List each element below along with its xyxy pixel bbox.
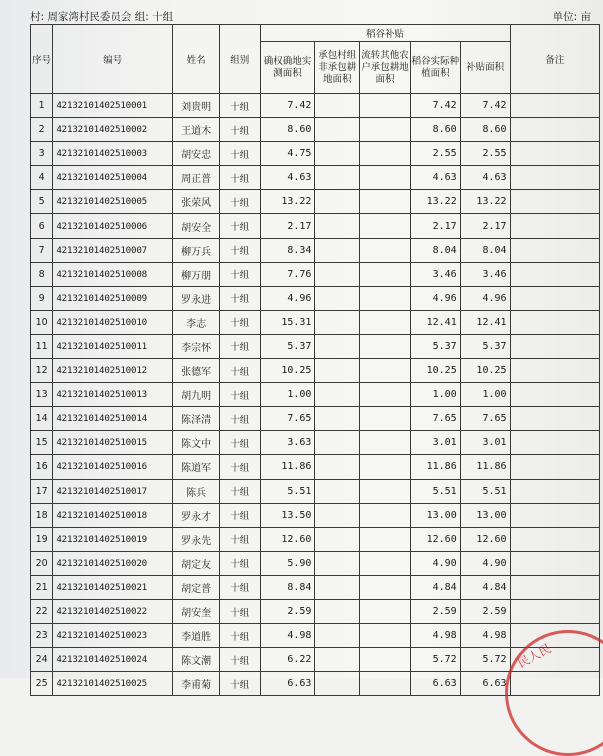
cell-subsidy-area: 3.01: [460, 431, 510, 455]
cell-subsidy-area: 6.63: [460, 672, 510, 696]
cell-seq: 2: [31, 118, 53, 142]
cell-transfer-area: [360, 238, 411, 262]
cell-group: 十组: [219, 624, 260, 648]
table-row: [31, 118, 600, 142]
table-row: [31, 166, 600, 190]
cell-contract-area: [315, 407, 360, 431]
seal-text: 民人民: [515, 641, 554, 671]
cell-remarks: [510, 334, 599, 358]
cell-seq: 18: [31, 503, 53, 527]
cell-group: 十组: [219, 334, 260, 358]
cell-actual-area: 3.01: [410, 431, 460, 455]
cell-group: 十组: [219, 286, 260, 310]
cell-seq: 23: [31, 624, 53, 648]
cell-name: 胡九明: [173, 383, 220, 407]
cell-remarks: [510, 599, 599, 623]
cell-confirmed-area: 15.31: [260, 310, 315, 334]
cell-remarks: [510, 431, 599, 455]
cell-transfer-area: [360, 334, 411, 358]
cell-actual-area: 4.90: [410, 551, 460, 575]
cell-code: 42132101402510011: [53, 334, 173, 358]
cell-code: 42132101402510007: [53, 238, 173, 262]
cell-seq: 13: [31, 383, 53, 407]
cell-name: 刘贵明: [173, 94, 220, 118]
cell-code: 42132101402510016: [53, 455, 173, 479]
col-header-name: 姓名: [173, 25, 220, 94]
cell-transfer-area: [360, 599, 411, 623]
table-row: [31, 551, 600, 575]
cell-seq: 8: [31, 262, 53, 286]
table-row: [31, 214, 600, 238]
cell-confirmed-area: 8.34: [260, 238, 315, 262]
cell-code: 42132101402510019: [53, 527, 173, 551]
cell-contract-area: [315, 166, 360, 190]
cell-seq: 4: [31, 166, 53, 190]
cell-contract-area: [315, 648, 360, 672]
cell-remarks: [510, 672, 599, 696]
cell-group: 十组: [219, 648, 260, 672]
cell-code: 42132101402510008: [53, 262, 173, 286]
cell-subsidy-area: 4.63: [460, 166, 510, 190]
col-header-actual-area: 稻谷实际种植面积: [410, 42, 460, 94]
cell-seq: 3: [31, 142, 53, 166]
cell-confirmed-area: 6.22: [260, 648, 315, 672]
cell-code: 42132101402510015: [53, 431, 173, 455]
cell-transfer-area: [360, 94, 411, 118]
cell-subsidy-area: 3.46: [460, 262, 510, 286]
col-header-code: 编号: [53, 25, 173, 94]
table-row: [31, 575, 600, 599]
cell-name: 周正普: [173, 166, 220, 190]
cell-subsidy-area: 5.72: [460, 648, 510, 672]
table-row: [31, 262, 600, 286]
cell-remarks: [510, 214, 599, 238]
cell-name: 柳万朋: [173, 262, 220, 286]
cell-confirmed-area: 8.60: [260, 118, 315, 142]
cell-confirmed-area: 13.50: [260, 503, 315, 527]
cell-actual-area: 2.59: [410, 599, 460, 623]
cell-transfer-area: [360, 624, 411, 648]
cell-contract-area: [315, 624, 360, 648]
cell-group: 十组: [219, 359, 260, 383]
cell-contract-area: [315, 359, 360, 383]
cell-confirmed-area: 2.59: [260, 599, 315, 623]
cell-transfer-area: [360, 527, 411, 551]
col-header-group: 组别: [219, 25, 260, 94]
cell-confirmed-area: 13.22: [260, 190, 315, 214]
cell-group: 十组: [219, 551, 260, 575]
col-header-confirmed-area: 确权确地实测面积: [260, 42, 315, 94]
cell-subsidy-area: 4.96: [460, 286, 510, 310]
cell-contract-area: [315, 383, 360, 407]
cell-confirmed-area: 7.76: [260, 262, 315, 286]
cell-group: 十组: [219, 672, 260, 696]
cell-confirmed-area: 4.63: [260, 166, 315, 190]
cell-name: 胡定普: [173, 575, 220, 599]
cell-contract-area: [315, 238, 360, 262]
cell-subsidy-area: 2.55: [460, 142, 510, 166]
cell-contract-area: [315, 599, 360, 623]
cell-actual-area: 5.51: [410, 479, 460, 503]
cell-subsidy-area: 5.37: [460, 334, 510, 358]
cell-seq: 1: [31, 94, 53, 118]
col-header-remarks: 备注: [510, 25, 599, 94]
cell-seq: 25: [31, 672, 53, 696]
table-row: [31, 142, 600, 166]
cell-remarks: [510, 551, 599, 575]
cell-transfer-area: [360, 190, 411, 214]
cell-group: 十组: [219, 479, 260, 503]
cell-subsidy-area: 4.98: [460, 624, 510, 648]
cell-subsidy-area: 2.59: [460, 599, 510, 623]
cell-subsidy-area: 13.00: [460, 503, 510, 527]
cell-actual-area: 6.63: [410, 672, 460, 696]
cell-code: 42132101402510009: [53, 286, 173, 310]
cell-remarks: [510, 527, 599, 551]
cell-contract-area: [315, 455, 360, 479]
cell-transfer-area: [360, 672, 411, 696]
cell-seq: 14: [31, 407, 53, 431]
cell-actual-area: 5.37: [410, 334, 460, 358]
cell-group: 十组: [219, 94, 260, 118]
cell-confirmed-area: 5.37: [260, 334, 315, 358]
cell-remarks: [510, 575, 599, 599]
cell-code: 42132101402510023: [53, 624, 173, 648]
cell-actual-area: 1.00: [410, 383, 460, 407]
cell-group: 十组: [219, 118, 260, 142]
cell-actual-area: 12.41: [410, 310, 460, 334]
cell-code: 42132101402510017: [53, 479, 173, 503]
col-header-subsidy-group: 稻谷补贴: [260, 25, 510, 42]
cell-code: 42132101402510001: [53, 94, 173, 118]
cell-name: 柳万兵: [173, 238, 220, 262]
cell-group: 十组: [219, 503, 260, 527]
cell-code: 42132101402510021: [53, 575, 173, 599]
cell-actual-area: 8.04: [410, 238, 460, 262]
cell-transfer-area: [360, 286, 411, 310]
cell-contract-area: [315, 118, 360, 142]
cell-remarks: [510, 310, 599, 334]
cell-seq: 7: [31, 238, 53, 262]
village-group-label: 村: 周家湾村民委员会 组: 十组: [30, 11, 174, 23]
table-body: [31, 94, 600, 696]
cell-remarks: [510, 190, 599, 214]
cell-subsidy-area: 13.22: [460, 190, 510, 214]
cell-remarks: [510, 286, 599, 310]
col-header-transfer-area: 流转其他农户承包耕地面积: [360, 42, 411, 94]
cell-name: 陈文潮: [173, 648, 220, 672]
cell-seq: 11: [31, 334, 53, 358]
subsidy-table: [30, 24, 600, 696]
cell-remarks: [510, 238, 599, 262]
cell-actual-area: 4.63: [410, 166, 460, 190]
cell-contract-area: [315, 334, 360, 358]
cell-seq: 24: [31, 648, 53, 672]
cell-group: 十组: [219, 383, 260, 407]
table-row: [31, 431, 600, 455]
cell-code: 42132101402510013: [53, 383, 173, 407]
cell-transfer-area: [360, 118, 411, 142]
cell-transfer-area: [360, 166, 411, 190]
table-row: [31, 94, 600, 118]
cell-contract-area: [315, 94, 360, 118]
cell-group: 十组: [219, 407, 260, 431]
cell-subsidy-area: 4.90: [460, 551, 510, 575]
cell-group: 十组: [219, 599, 260, 623]
cell-subsidy-area: 11.86: [460, 455, 510, 479]
table-row: [31, 648, 600, 672]
cell-code: 42132101402510014: [53, 407, 173, 431]
cell-confirmed-area: 6.63: [260, 672, 315, 696]
cell-remarks: [510, 166, 599, 190]
cell-confirmed-area: 5.51: [260, 479, 315, 503]
cell-name: 李甫菊: [173, 672, 220, 696]
cell-group: 十组: [219, 262, 260, 286]
unit-label: 单位: 亩: [552, 11, 591, 23]
cell-remarks: [510, 624, 599, 648]
cell-contract-area: [315, 672, 360, 696]
cell-actual-area: 12.60: [410, 527, 460, 551]
cell-transfer-area: [360, 407, 411, 431]
cell-contract-area: [315, 431, 360, 455]
col-header-subsidy-area: 补贴面积: [460, 42, 510, 94]
cell-seq: 19: [31, 527, 53, 551]
cell-subsidy-area: 5.51: [460, 479, 510, 503]
cell-group: 十组: [219, 527, 260, 551]
cell-contract-area: [315, 190, 360, 214]
cell-group: 十组: [219, 214, 260, 238]
cell-group: 十组: [219, 575, 260, 599]
cell-transfer-area: [360, 310, 411, 334]
cell-group: 十组: [219, 166, 260, 190]
table-row: [31, 503, 600, 527]
cell-actual-area: 4.84: [410, 575, 460, 599]
cell-contract-area: [315, 527, 360, 551]
cell-confirmed-area: 5.90: [260, 551, 315, 575]
cell-name: 罗永先: [173, 527, 220, 551]
cell-confirmed-area: 4.75: [260, 142, 315, 166]
cell-group: 十组: [219, 238, 260, 262]
table-row: [31, 599, 600, 623]
cell-group: 十组: [219, 142, 260, 166]
cell-code: 42132101402510002: [53, 118, 173, 142]
cell-subsidy-area: 12.41: [460, 310, 510, 334]
cell-transfer-area: [360, 648, 411, 672]
document-header: [30, 6, 593, 24]
cell-subsidy-area: 10.25: [460, 359, 510, 383]
cell-subsidy-area: 1.00: [460, 383, 510, 407]
cell-remarks: [510, 118, 599, 142]
cell-name: 胡安奎: [173, 599, 220, 623]
cell-remarks: [510, 648, 599, 672]
cell-confirmed-area: 12.60: [260, 527, 315, 551]
cell-actual-area: 4.98: [410, 624, 460, 648]
cell-confirmed-area: 7.42: [260, 94, 315, 118]
cell-actual-area: 7.65: [410, 407, 460, 431]
col-header-contract-area: 承包村组非承包耕地面积: [315, 42, 360, 94]
cell-subsidy-area: 7.65: [460, 407, 510, 431]
cell-name: 罗永才: [173, 503, 220, 527]
cell-actual-area: 7.42: [410, 94, 460, 118]
cell-transfer-area: [360, 214, 411, 238]
cell-group: 十组: [219, 455, 260, 479]
cell-transfer-area: [360, 479, 411, 503]
table-row: [31, 672, 600, 696]
cell-actual-area: 2.55: [410, 142, 460, 166]
cell-seq: 22: [31, 599, 53, 623]
cell-code: 42132101402510004: [53, 166, 173, 190]
cell-name: 陈泽清: [173, 407, 220, 431]
cell-code: 42132101402510010: [53, 310, 173, 334]
cell-name: 王道木: [173, 118, 220, 142]
cell-contract-area: [315, 479, 360, 503]
cell-confirmed-area: 2.17: [260, 214, 315, 238]
cell-name: 张德军: [173, 359, 220, 383]
cell-seq: 21: [31, 575, 53, 599]
cell-seq: 15: [31, 431, 53, 455]
cell-seq: 5: [31, 190, 53, 214]
cell-remarks: [510, 262, 599, 286]
cell-confirmed-area: 8.84: [260, 575, 315, 599]
cell-remarks: [510, 383, 599, 407]
cell-seq: 10: [31, 310, 53, 334]
cell-actual-area: 10.25: [410, 359, 460, 383]
cell-seq: 6: [31, 214, 53, 238]
cell-name: 胡安忠: [173, 142, 220, 166]
cell-code: 42132101402510003: [53, 142, 173, 166]
cell-transfer-area: [360, 455, 411, 479]
table-row: [31, 190, 600, 214]
cell-transfer-area: [360, 359, 411, 383]
cell-seq: 12: [31, 359, 53, 383]
cell-code: 42132101402510022: [53, 599, 173, 623]
cell-confirmed-area: 7.65: [260, 407, 315, 431]
cell-code: 42132101402510006: [53, 214, 173, 238]
cell-code: 42132101402510024: [53, 648, 173, 672]
cell-remarks: [510, 455, 599, 479]
cell-transfer-area: [360, 431, 411, 455]
table-row: [31, 334, 600, 358]
cell-remarks: [510, 407, 599, 431]
cell-actual-area: 4.96: [410, 286, 460, 310]
cell-contract-area: [315, 310, 360, 334]
cell-confirmed-area: 3.63: [260, 431, 315, 455]
cell-subsidy-area: 2.17: [460, 214, 510, 238]
cell-transfer-area: [360, 551, 411, 575]
cell-subsidy-area: 8.04: [460, 238, 510, 262]
cell-remarks: [510, 142, 599, 166]
cell-confirmed-area: 11.86: [260, 455, 315, 479]
cell-actual-area: 13.22: [410, 190, 460, 214]
cell-name: 陈文中: [173, 431, 220, 455]
table-row: [31, 359, 600, 383]
cell-contract-area: [315, 551, 360, 575]
cell-code: 42132101402510018: [53, 503, 173, 527]
cell-code: 42132101402510012: [53, 359, 173, 383]
cell-actual-area: 13.00: [410, 503, 460, 527]
cell-code: 42132101402510025: [53, 672, 173, 696]
cell-actual-area: 2.17: [410, 214, 460, 238]
cell-subsidy-area: 12.60: [460, 527, 510, 551]
cell-contract-area: [315, 262, 360, 286]
cell-group: 十组: [219, 431, 260, 455]
cell-name: 李道胜: [173, 624, 220, 648]
cell-seq: 16: [31, 455, 53, 479]
cell-transfer-area: [360, 575, 411, 599]
cell-remarks: [510, 479, 599, 503]
cell-name: 张荣风: [173, 190, 220, 214]
cell-contract-area: [315, 142, 360, 166]
table-row: [31, 455, 600, 479]
cell-transfer-area: [360, 262, 411, 286]
cell-confirmed-area: 1.00: [260, 383, 315, 407]
cell-name: 胡定友: [173, 551, 220, 575]
table-row: [31, 527, 600, 551]
cell-actual-area: 8.60: [410, 118, 460, 142]
cell-subsidy-area: 8.60: [460, 118, 510, 142]
cell-confirmed-area: 10.25: [260, 359, 315, 383]
cell-name: 胡安全: [173, 214, 220, 238]
cell-contract-area: [315, 214, 360, 238]
cell-confirmed-area: 4.98: [260, 624, 315, 648]
table-row: [31, 383, 600, 407]
cell-name: 陈兵: [173, 479, 220, 503]
cell-remarks: [510, 94, 599, 118]
cell-remarks: [510, 503, 599, 527]
cell-name: 李宗怀: [173, 334, 220, 358]
table-row: [31, 624, 600, 648]
cell-actual-area: 11.86: [410, 455, 460, 479]
cell-contract-area: [315, 503, 360, 527]
cell-name: 罗永进: [173, 286, 220, 310]
cell-contract-area: [315, 286, 360, 310]
cell-transfer-area: [360, 503, 411, 527]
cell-name: 李志: [173, 310, 220, 334]
table-row: [31, 479, 600, 503]
cell-confirmed-area: 4.96: [260, 286, 315, 310]
cell-transfer-area: [360, 142, 411, 166]
cell-seq: 9: [31, 286, 53, 310]
cell-group: 十组: [219, 190, 260, 214]
table-row: [31, 238, 600, 262]
col-header-seq: 序号: [31, 25, 53, 94]
cell-actual-area: 3.46: [410, 262, 460, 286]
table-row: [31, 286, 600, 310]
table-row: [31, 310, 600, 334]
table-row: [31, 407, 600, 431]
cell-transfer-area: [360, 383, 411, 407]
cell-code: 42132101402510005: [53, 190, 173, 214]
cell-contract-area: [315, 575, 360, 599]
cell-remarks: [510, 359, 599, 383]
cell-actual-area: 5.72: [410, 648, 460, 672]
cell-subsidy-area: 4.84: [460, 575, 510, 599]
cell-subsidy-area: 7.42: [460, 94, 510, 118]
cell-seq: 20: [31, 551, 53, 575]
cell-code: 42132101402510020: [53, 551, 173, 575]
cell-seq: 17: [31, 479, 53, 503]
cell-group: 十组: [219, 310, 260, 334]
cell-name: 陈道军: [173, 455, 220, 479]
